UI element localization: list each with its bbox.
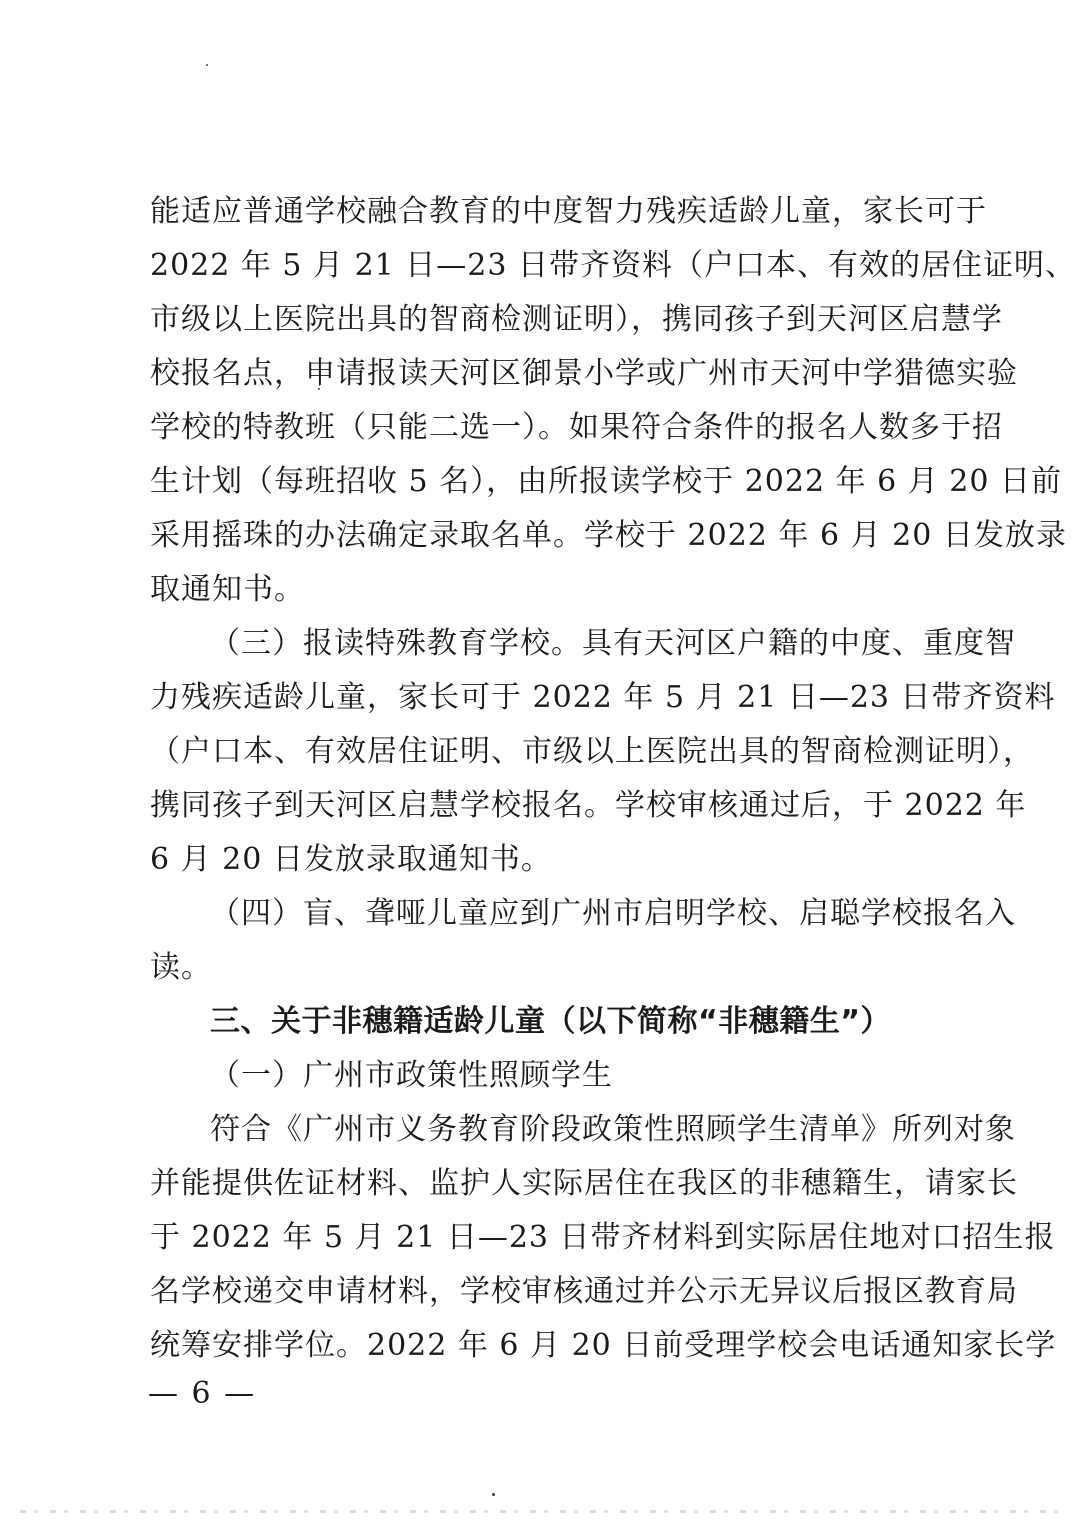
scan-speck [206,64,208,66]
body-text-line: 学校的特教班（只能二选一）。如果符合条件的报名人数多于招 [150,410,1003,445]
page-number: — 6 — [148,1376,257,1411]
body-text-line: 力残疾适龄儿童，家长可于 2022 年 5 月 21 日—23 日带齐资料 [150,680,1056,715]
body-text-line: 生计划（每班招收 5 名），由所报读学校于 2022 年 6 月 20 日前 [150,464,1062,499]
body-text-line: 校报名点，申请报读天河区御景小学或广州市天河中学猎德实验 [150,356,1018,391]
scan-speck [492,1493,495,1496]
scan-edge-artifact [20,1510,1060,1513]
body-text-line: 6 月 20 日发放录取通知书。 [150,842,552,877]
body-text-line: 统筹安排学位。2022 年 6 月 20 日前受理学校会电话通知家长学 [150,1328,1057,1363]
body-text-line: 读。 [150,950,212,985]
body-text-line: 取通知书。 [150,572,305,607]
body-text-line: 采用摇珠的办法确定录取名单。学校于 2022 年 6 月 20 日发放录 [150,518,1067,553]
paragraph-start-line: 符合《广州市义务教育阶段政策性照顾学生清单》所列对象 [210,1112,1016,1147]
body-text-line: （户口本、有效居住证明、市级以上医院出具的智商检测证明）， [150,734,1034,769]
subsection-heading: （一）广州市政策性照顾学生 [210,1058,613,1093]
paragraph-start-line: （四）盲、聋哑儿童应到广州市启明学校、启聪学校报名入 [210,896,1016,931]
body-text-line: 2022 年 5 月 21 日—23 日带齐资料（户口本、有效的居住证明、 [150,248,1076,283]
section-heading: 三、关于非穗籍适龄儿童（以下简称“非穗籍生”） [210,1004,891,1039]
body-text-line: 携同孩子到天河区启慧学校报名。学校审核通过后，于 2022 年 [150,788,1027,823]
body-text-line: 并能提供佐证材料、监护人实际居住在我区的非穗籍生，请家长 [150,1166,1018,1201]
body-text-line: 名学校递交申请材料，学校审核通过并公示无异议后报区教育局 [150,1274,1018,1309]
body-text-line: 于 2022 年 5 月 21 日—23 日带齐材料到实际居住地对口招生报 [150,1220,1056,1255]
body-text-line: 市级以上医院出具的智商检测证明），携同孩子到天河区启慧学 [150,302,1003,337]
paragraph-start-line: （三）报读特殊教育学校。具有天河区户籍的中度、重度智 [210,626,1016,661]
body-text-line: 能适应普通学校融合教育的中度智力残疾适龄儿童，家长可于 [150,194,987,229]
